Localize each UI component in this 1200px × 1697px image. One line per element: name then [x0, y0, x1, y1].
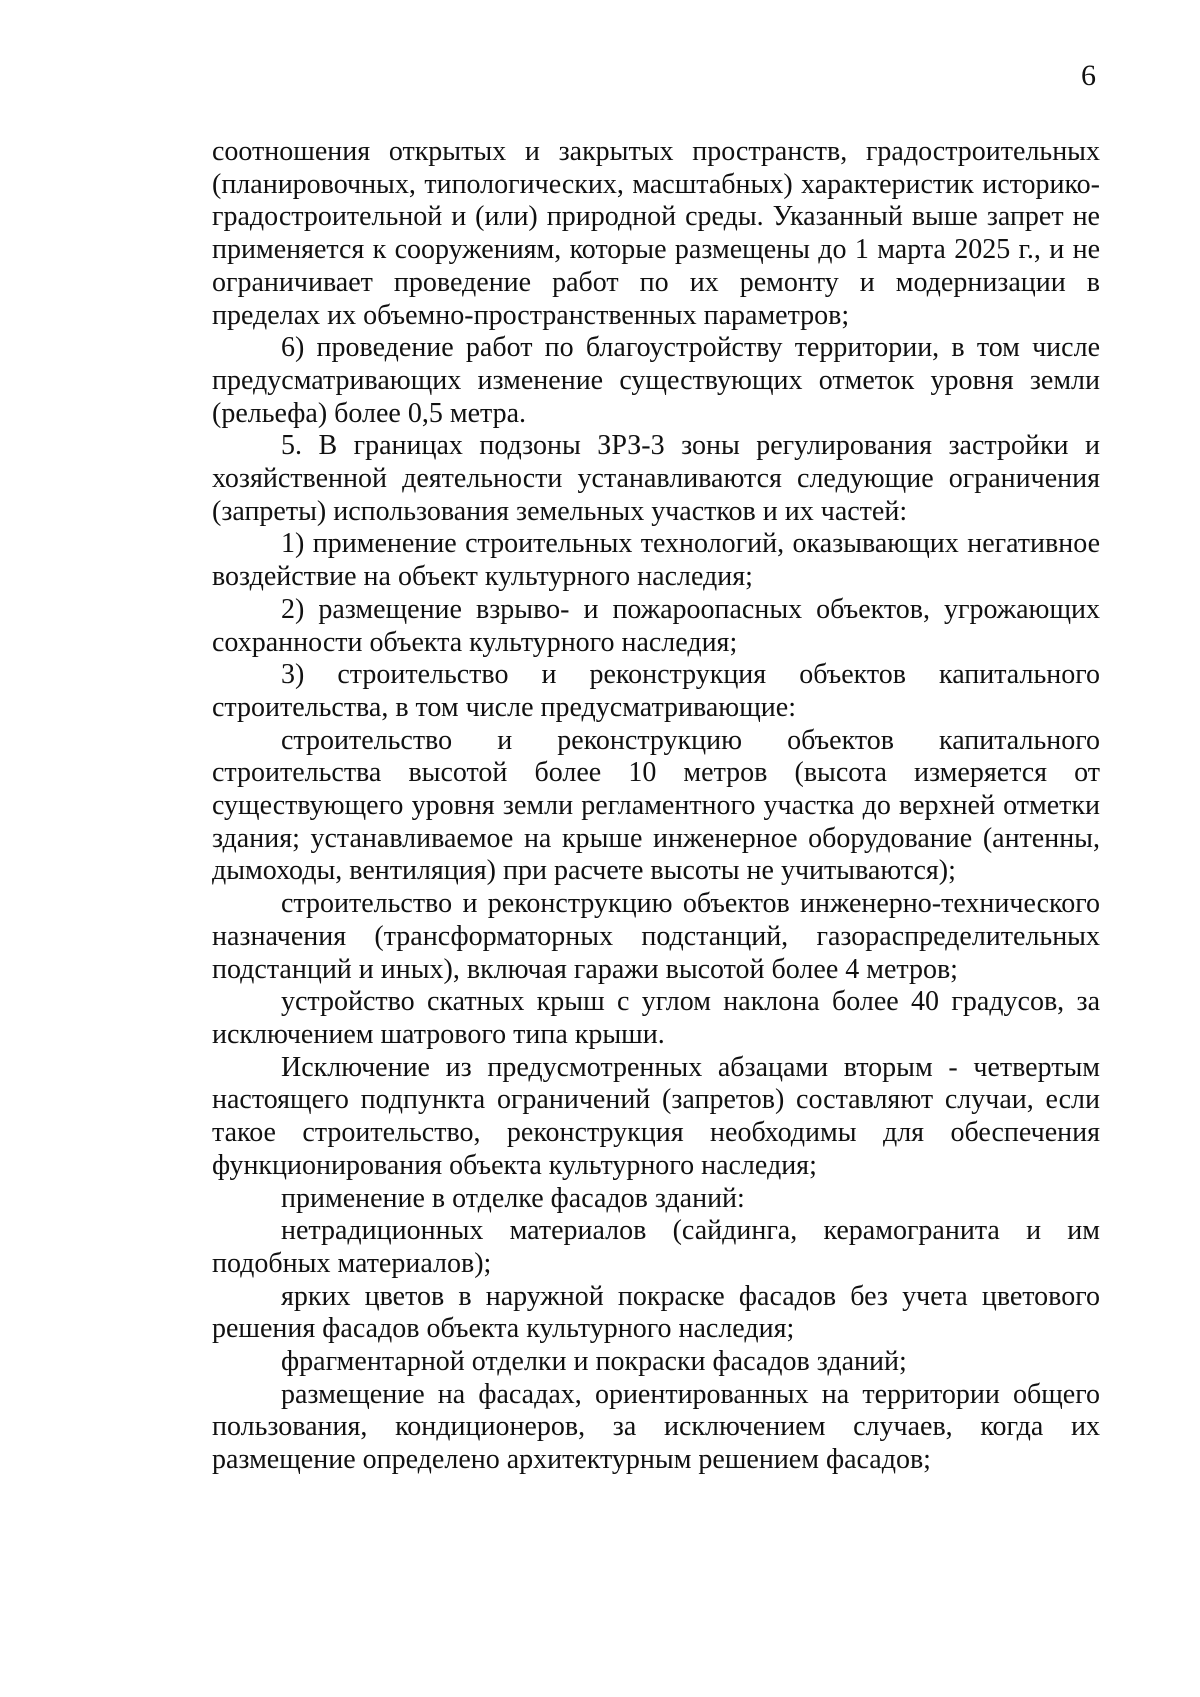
paragraph: соотношения открытых и закрытых пространств, градостроительных (планировочных, типологических, масштабных) характеристик историко-градостроительной и (или) природной среды. Указанный выше запрет не применяется к сооружениям, которые размещены до 1 марта 2025 г., и не ограничивает проведение работ по их ремонту и модернизации в пределах их объемно-пространственных параметров;: [212, 136, 1100, 331]
paragraph: 2) размещение взрыво- и пожароопасных объектов, угрожающих сохранности объекта культурного наследия;: [212, 593, 1100, 658]
paragraph: строительство и реконструкцию объектов капитального строительства высотой более 10 метров (высота измеряется от существующего уровня земли регламентного участка до верхней отметки здания; устанавливаемое на крыше инженерное оборудование (антенны, дымоходы, вентиляция) при расчете высоты не учитываются);: [212, 724, 1100, 887]
paragraph: 1) применение строительных технологий, оказывающих негативное воздействие на объект культурного наследия;: [212, 528, 1100, 593]
paragraph: нетрадиционных материалов (сайдинга, керамогранита и им подобных материалов);: [212, 1215, 1100, 1279]
paragraph: 5. В границах подзоны ЗРЗ-3 зоны регулирования застройки и хозяйственной деятельности устанавливаются следующие ограничения (запреты) использования земельных участков и их частей:: [212, 430, 1100, 527]
document-body: [212, 136, 1100, 1477]
paragraph: ярких цветов в наружной покраске фасадов без учета цветового решения фасадов объекта культурного наследия;: [212, 1280, 1100, 1345]
page-number: 6: [1081, 59, 1096, 92]
paragraph: применение в отделке фасадов зданий:: [281, 1182, 745, 1214]
paragraph: строительство и реконструкцию объектов инженерно-технического назначения (трансформаторных подстанций, газораспределительных подстанций и иных), включая гаражи высотой более 4 метров;: [212, 888, 1100, 985]
paragraph: 3) строительство и реконструкция объектов капитального строительства, в том числе предусматривающие:: [212, 659, 1100, 723]
paragraph: 6) проведение работ по благоустройству территории, в том числе предусматривающих изменение существующих отметок уровня земли (рельефа) более 0,5 метра.: [212, 332, 1100, 429]
paragraph: устройство скатных крыш с углом наклона более 40 градусов, за исключением шатрового типа крыши.: [212, 986, 1100, 1050]
paragraph: фрагментарной отделки и покраски фасадов зданий;: [281, 1346, 907, 1378]
paragraph: Исключение из предусмотренных абзацами вторым - четвертым настоящего подпункта ограничений (запретов) составляют случаи, если такое строительство, реконструкция необходимы для обеспечения функционирования объекта культурного наследия;: [212, 1051, 1100, 1181]
paragraph: размещение на фасадах, ориентированных на территории общего пользования, кондиционеров, за исключением случаев, когда их размещение определено архитектурным решением фасадов;: [212, 1378, 1100, 1476]
